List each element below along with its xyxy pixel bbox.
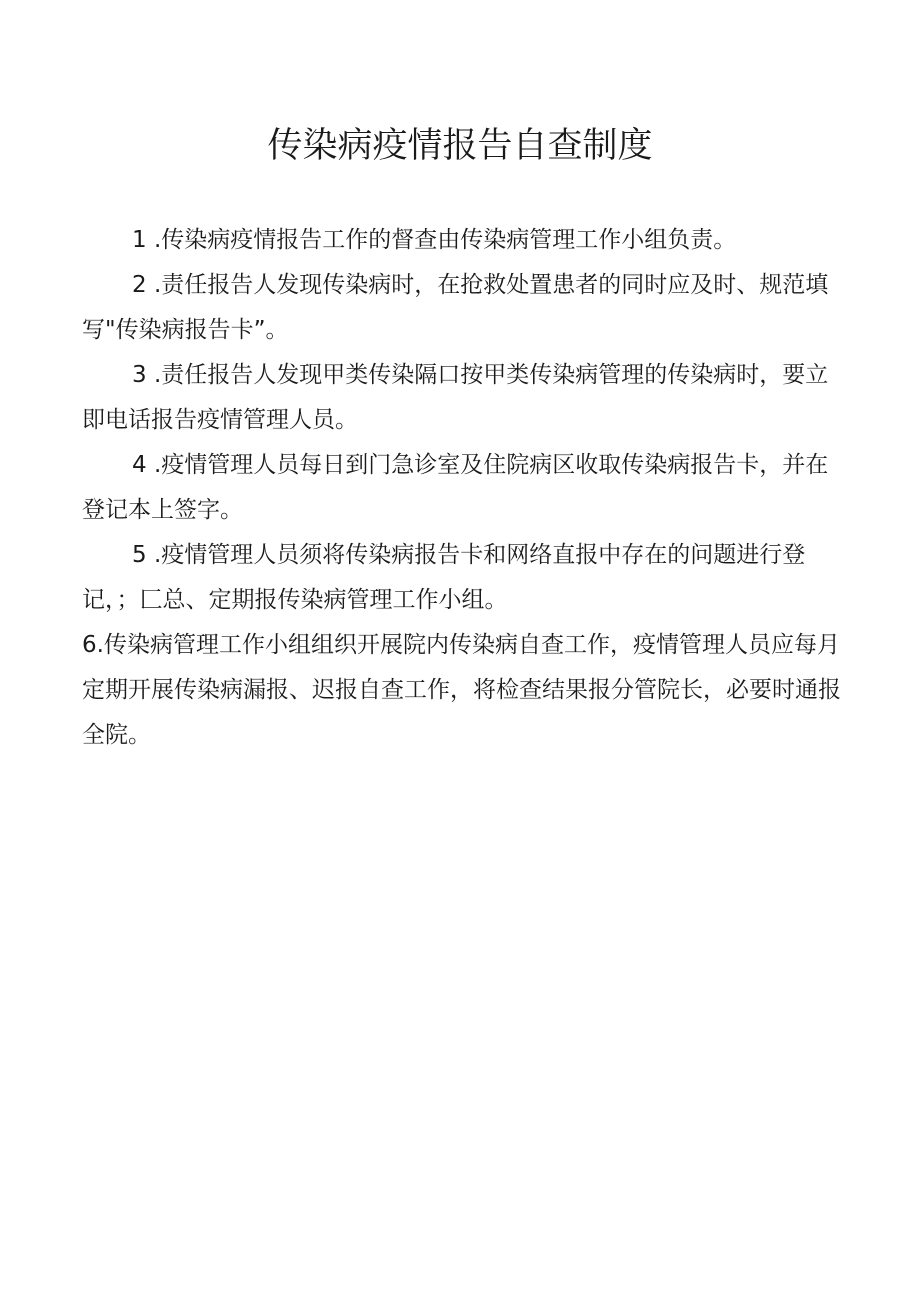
paragraph-4: 4 .疫情管理人员每日到门急诊室及住院病区收取传染病报告卡，并在登记本上签字。 [82,452,829,523]
paragraph-5: 5 .疫情管理人员须将传染病报告卡和网络直报中存在的问题进行登记，；匚总、定期报传染病管理工作小组。 [82,542,806,613]
paragraph-6: 6.传染病管理工作小组组织开展院内传染病自查工作，疫情管理人员应每月定期开展传染病漏报、迟报自查工作，将检查结果报分管院长，必要时通报全院。 [82,632,841,748]
paragraph-2: 2 .责任报告人发现传染病时，在抢救处置患者的同时应及时、规范填写"传染病报告卡”。 [82,272,829,343]
paragraph-3: 3 .责任报告人发现甲类传染隔口按甲类传染病管理的传染病时，要立即电话报告疫情管理人员。 [82,362,829,433]
document-body [82,218,842,758]
paragraph-1: 1 .传染病疫情报告工作的督查由传染病管理工作小组负责。 [132,227,737,253]
document-title: 传染病疫情报告自查制度 [267,126,653,166]
